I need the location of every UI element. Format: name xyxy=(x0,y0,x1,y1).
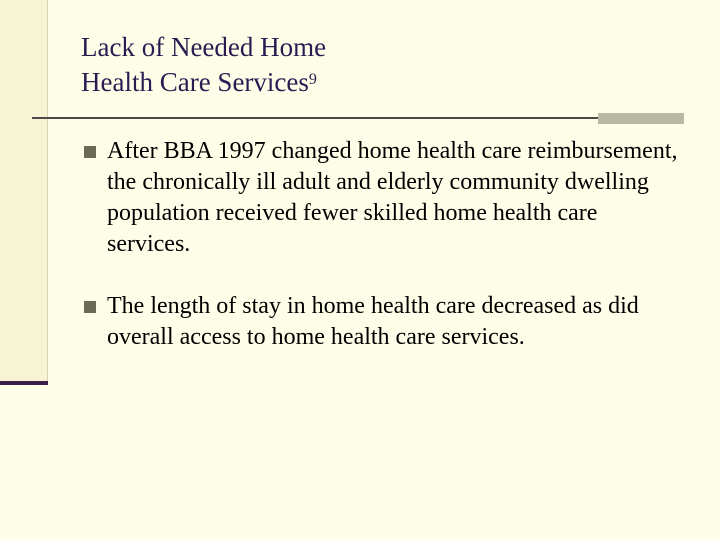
bullet-text: The length of stay in home health care decreased as did overall access to home health care services. xyxy=(107,293,639,350)
square-bullet-icon xyxy=(84,301,96,313)
title-divider-accent xyxy=(598,113,684,124)
bullet-item xyxy=(84,291,684,353)
footnote-reference: 9 xyxy=(308,71,317,88)
bullet-list xyxy=(84,136,684,353)
square-bullet-icon xyxy=(84,146,96,158)
left-decorative-strip xyxy=(0,0,48,382)
slide-title-line-2-text: Health Care Services xyxy=(81,67,309,97)
bullet-text: After BBA 1997 changed home health care reimbursement, the chronically ill adult and elderly community dwelling population received fewer skilled home health care services. xyxy=(107,138,678,257)
slide-title-line-1: Lack of Needed Home xyxy=(81,32,327,62)
slide-title xyxy=(81,30,681,100)
left-strip-accent-bar xyxy=(0,381,48,385)
slide-title-line-2 xyxy=(81,65,681,100)
title-divider xyxy=(32,117,684,119)
bullet-item xyxy=(84,136,684,260)
